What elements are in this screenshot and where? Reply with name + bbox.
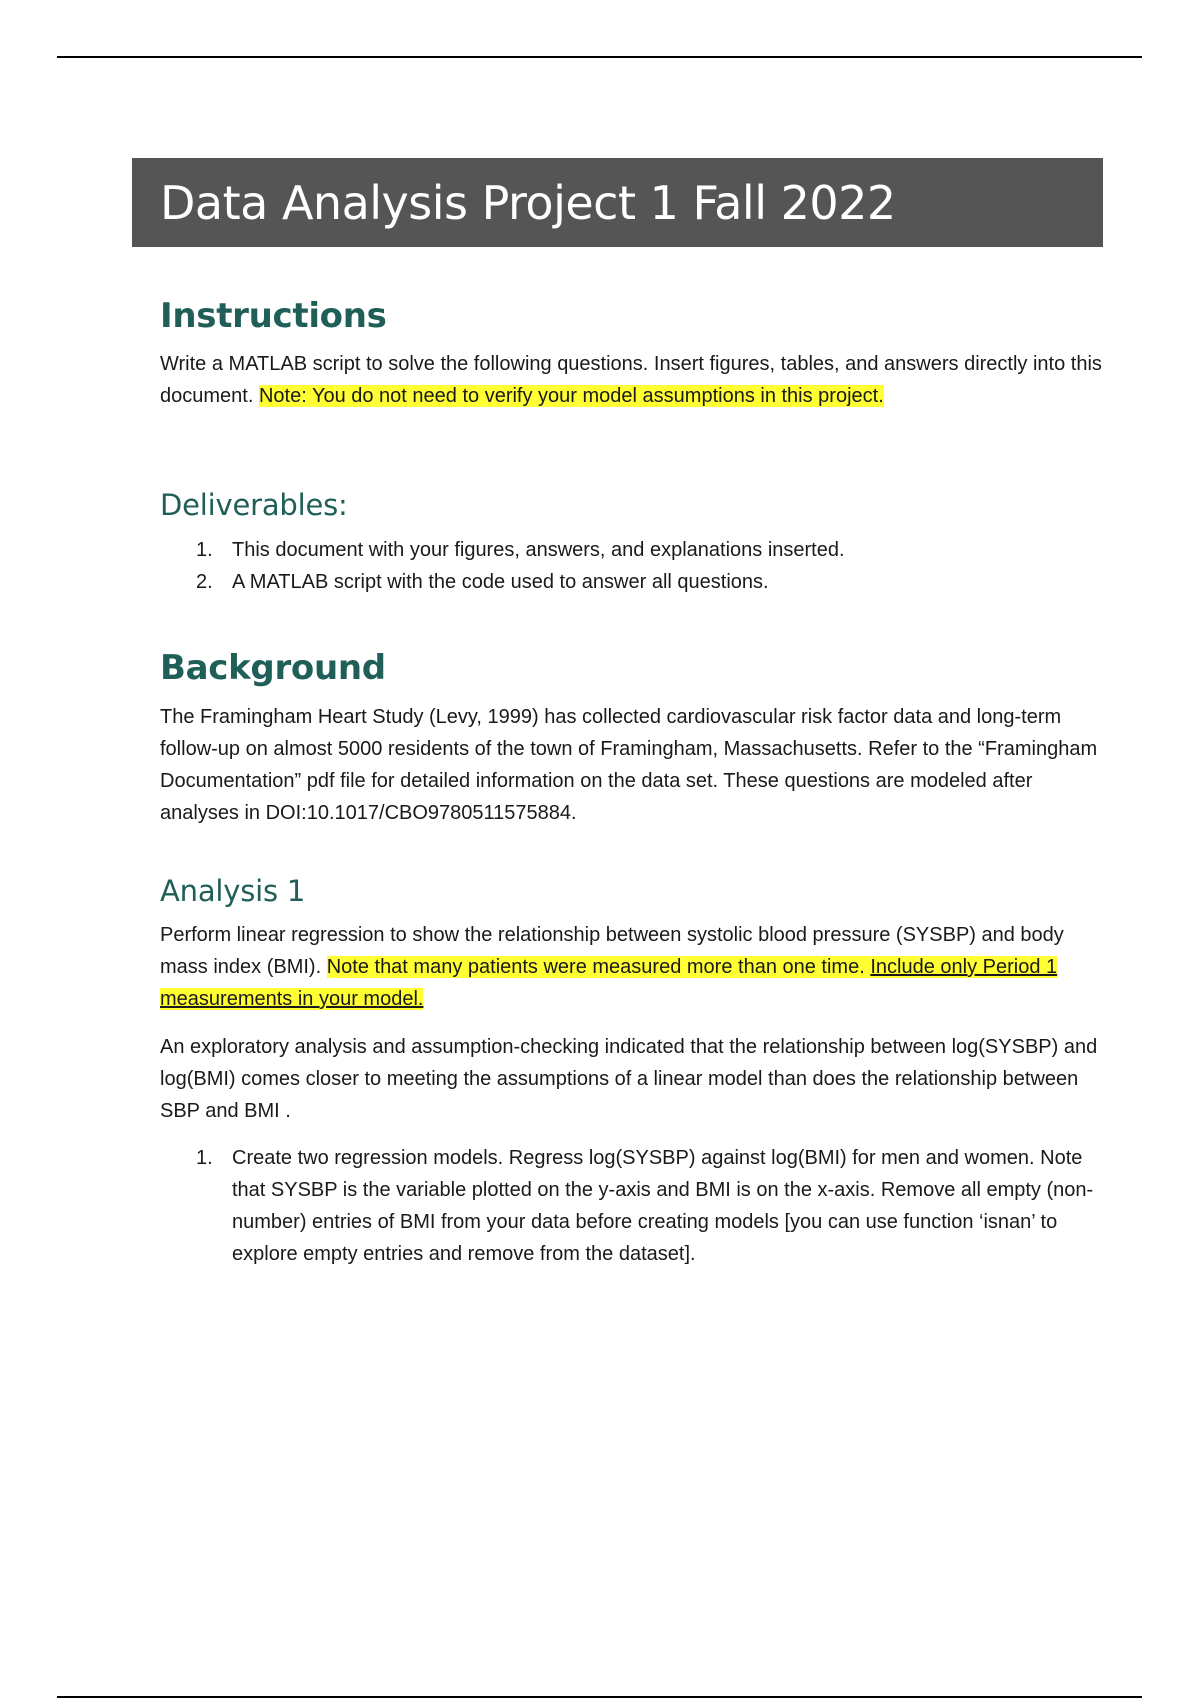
deliverables-section — [160, 488, 1105, 522]
instructions-body — [160, 348, 1105, 412]
list-item: 1. Create two regression models. Regress log(SYSBP) against log(BMI) for men and women. Note that SYSBP is the variable plotted on the y-axis and BMI is on the x-axis. Remove all empty (non-number) entries of BMI from your data before creating models [you can use function ‘isnan’ to explore empty entries and remove from the dataset]. — [196, 1147, 1094, 1265]
background-heading: Background — [160, 648, 386, 688]
footer-rule — [57, 1696, 1142, 1698]
title-banner — [132, 158, 1103, 247]
list-item: 1. This document with your figures, answers, and explanations inserted. — [196, 539, 845, 561]
analysis1-paragraph-1: Perform linear regression to show the relationship between systolic blood pressure (SYSBP) and body mass index (BMI). Note that many patients were measured more than one time. Include only Period 1 measurements in your model. — [160, 924, 1064, 1010]
background-body — [160, 701, 1105, 829]
header-rule — [57, 56, 1142, 58]
document-title: Data Analysis Project 1 Fall 2022 — [160, 175, 896, 230]
deliverables-list-wrap — [160, 534, 1105, 598]
analysis1-body-2 — [160, 1031, 1105, 1127]
instructions-paragraph — [160, 348, 1105, 412]
analysis1-body-1 — [160, 919, 1105, 1015]
analysis1-heading: Analysis 1 — [160, 874, 306, 908]
background-section — [160, 648, 1105, 688]
analysis1-highlight-underlined: Include only Period 1 measurements in your model. — [160, 956, 1058, 1010]
analysis1-highlight: Note that many patients were measured more than one time. — [326, 956, 871, 978]
list-item: 2. A MATLAB script with the code used to answer all questions. — [196, 571, 769, 593]
instructions-heading: Instructions — [160, 296, 387, 336]
instructions-text: Write a MATLAB script to solve the following questions. Insert figures, tables, and answers directly into this document. — [160, 353, 1102, 407]
deliverables-heading: Deliverables: — [160, 488, 348, 522]
instructions-section — [160, 296, 1105, 336]
analysis1-list — [160, 1142, 1105, 1270]
background-paragraph: The Framingham Heart Study (Levy, 1999) has collected cardiovascular risk factor data and long-term follow-up on almost 5000 residents of the town of Framingham, Massachusetts. Refer to the “Framingham Documentation” pdf file for detailed information on the data set. These questions are modeled after analyses in DOI:10.1017/CBO9780511575884. — [160, 706, 1098, 824]
analysis1-list-wrap — [160, 1142, 1105, 1270]
analysis1-paragraph-2: An exploratory analysis and assumption-checking indicated that the relationship between log(SYSBP) and log(BMI) comes closer to meeting the assumptions of a linear model than does the relationship between SBP and BMI . — [160, 1036, 1098, 1122]
instructions-highlight: Note: You do not need to verify your model assumptions in this project. — [258, 385, 884, 407]
deliverables-list — [160, 534, 1105, 598]
analysis1-section — [160, 874, 1105, 908]
